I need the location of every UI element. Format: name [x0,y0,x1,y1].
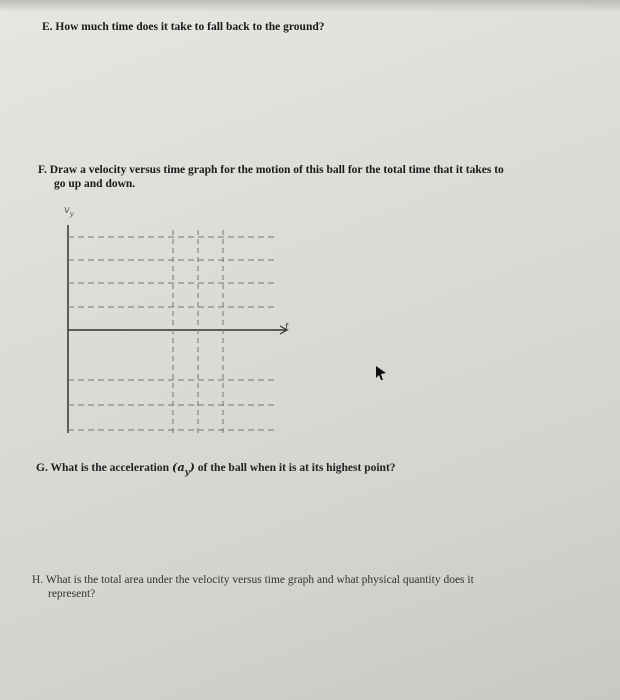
question-f-line2: go up and down. [54,178,136,190]
question-f-label: F. [38,164,47,176]
question-h-label: H. [32,574,44,586]
acceleration-symbol: $(a_y)$ [171,460,195,477]
grid-horizontal [68,237,275,430]
question-g-text-before: What is the acceleration [50,462,169,474]
question-h-line2: represent? [48,588,96,600]
question-f-line1: Draw a velocity versus time graph for the motion of this ball for the total time that it takes to [49,164,504,176]
question-f [38,163,578,191]
question-g-label: G. [36,462,48,474]
question-g [36,460,396,478]
page-top-shadow [0,0,620,12]
question-e [42,20,325,34]
question-e-text: How much time does it take to fall back to the ground? [55,21,325,33]
y-axis-label-subscript: y [69,210,74,218]
x-axis-label: t [285,322,290,333]
question-h-line1: What is the total area under the velocity versus time graph and what physical quantity does it [45,574,474,586]
velocity-time-graph [60,215,290,440]
mouse-pointer-icon [374,365,388,381]
question-g-text-after: of the ball when it is at its highest point? [197,462,396,474]
question-h [32,573,577,601]
y-axis-label: $v_y$ [64,205,74,218]
acceleration-subscript: y [184,466,190,477]
question-e-label: E. [42,21,53,33]
